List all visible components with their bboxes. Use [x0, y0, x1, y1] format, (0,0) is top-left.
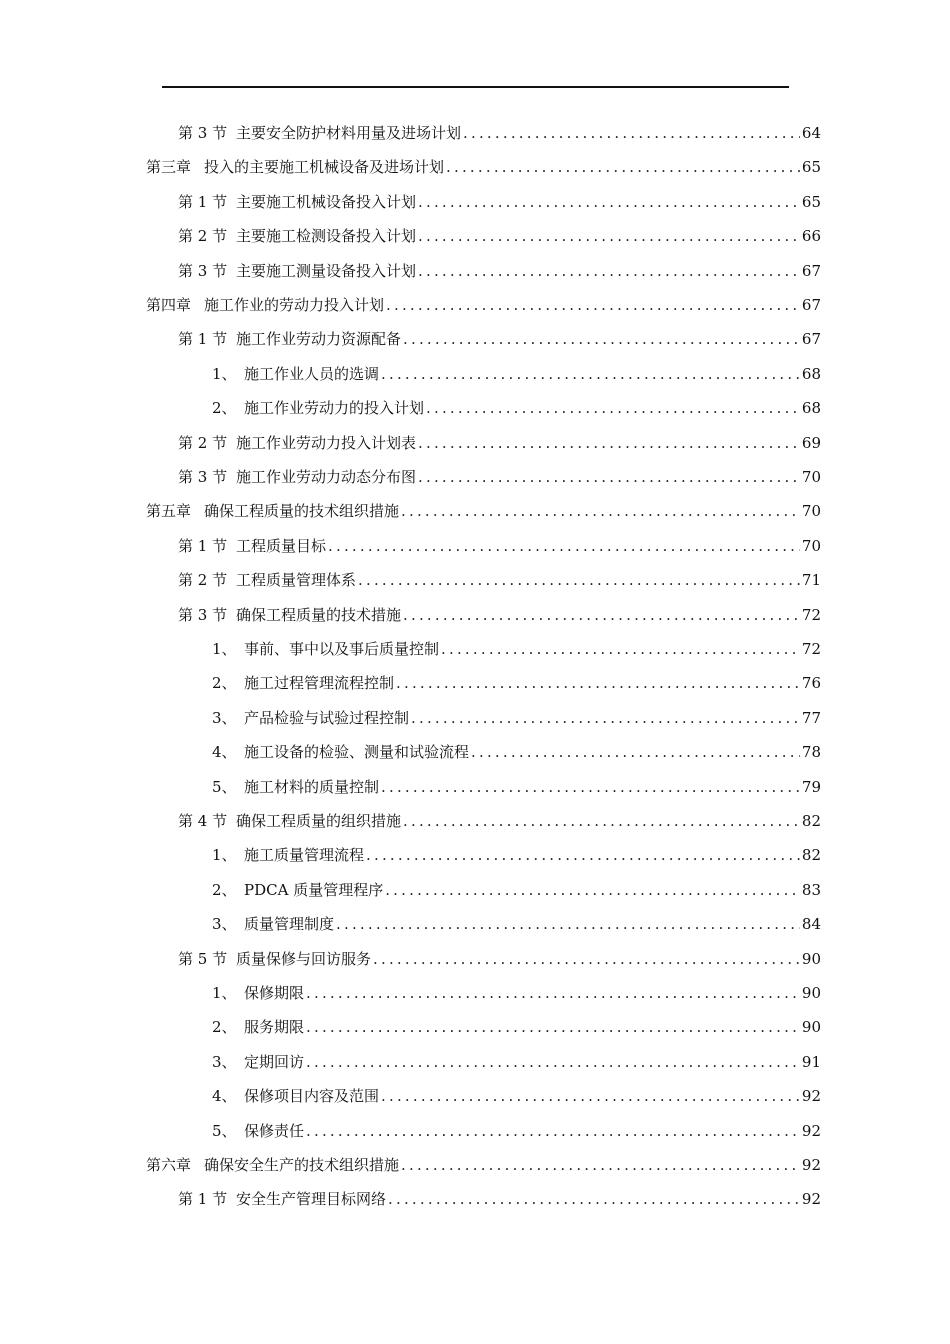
toc-entry-page: 92	[801, 1190, 821, 1209]
toc-entry[interactable]	[178, 804, 821, 838]
toc-entry-page: 67	[801, 261, 821, 280]
toc-entry-title: 保修期限	[244, 984, 305, 1002]
toc-entry[interactable]	[212, 873, 821, 907]
toc-entry-number: 5、	[212, 1121, 237, 1140]
toc-entry-number: 4、	[212, 1087, 237, 1106]
toc-entry-page: 65	[801, 158, 821, 177]
toc-dot-leader	[386, 1182, 800, 1216]
toc-entry-page: 65	[801, 192, 821, 211]
toc-entry[interactable]	[212, 666, 821, 700]
toc-entry-page: 70	[801, 536, 821, 555]
toc-dot-leader	[304, 1114, 800, 1148]
toc-entry-page: 66	[801, 227, 821, 246]
toc-entry-number: 3、	[212, 1052, 237, 1071]
toc-entry-title: 质量保修与回访服务	[236, 949, 372, 968]
toc-entry-title: 工程质量管理体系	[236, 571, 357, 590]
toc-entry-title: 主要施工检测设备投入计划	[236, 227, 417, 246]
toc-entry[interactable]	[212, 391, 821, 425]
toc-dot-leader	[334, 907, 800, 941]
toc-entry-number: 第 1 节	[178, 192, 228, 211]
toc-dot-leader	[394, 666, 800, 700]
toc-entry-title: 施工作业劳动力投入计划表	[236, 433, 417, 452]
toc-entry[interactable]	[212, 357, 821, 391]
toc-entry[interactable]	[146, 1148, 821, 1182]
toc-entry-number: 第 3 节	[178, 605, 228, 624]
toc-entry[interactable]	[212, 770, 821, 804]
toc-entry[interactable]	[146, 150, 821, 184]
toc-entry-number: 1、	[212, 984, 237, 1002]
toc-entry-title: 质量管理制度	[244, 915, 335, 934]
toc-entry-number: 第 5 节	[178, 949, 228, 968]
toc-entry-title: 施工作业劳动力资源配备	[236, 330, 402, 349]
toc-entry-page: 90	[801, 984, 821, 1002]
toc-entry-title: 服务期限	[244, 1018, 305, 1037]
toc-entry-number: 5、	[212, 777, 237, 796]
toc-entry-page: 92	[801, 1121, 821, 1140]
toc-entry[interactable]	[178, 426, 821, 460]
toc-entry-page: 71	[801, 571, 821, 590]
toc-dot-leader	[439, 632, 800, 666]
toc-entry-number: 第 1 节	[178, 536, 228, 555]
toc-entry[interactable]	[212, 976, 821, 1010]
toc-dot-leader	[399, 494, 800, 528]
toc-entry-page: 77	[801, 708, 821, 727]
toc-entry[interactable]	[178, 598, 821, 632]
toc-entry-title: 施工设备的检验、测量和试验流程	[244, 743, 470, 762]
toc-dot-leader	[399, 1148, 800, 1182]
toc-entry-title: 施工作业劳动力动态分布图	[236, 468, 417, 486]
toc-entry-number: 3、	[212, 915, 237, 934]
toc-dot-leader	[424, 391, 800, 425]
toc-entry[interactable]	[212, 1010, 821, 1044]
toc-entry-title: 施工过程管理流程控制	[244, 674, 395, 693]
toc-entry[interactable]	[178, 254, 821, 288]
toc-dot-leader	[364, 838, 800, 872]
toc-entry[interactable]	[212, 735, 821, 769]
toc-dot-leader	[469, 735, 800, 769]
toc-dot-leader	[383, 873, 800, 907]
toc-entry-title: 施工作业的劳动力投入计划	[204, 296, 385, 314]
toc-entry-page: 67	[801, 296, 821, 314]
toc-dot-leader	[416, 460, 800, 494]
toc-entry-title: 投入的主要施工机械设备及进场计划	[204, 158, 445, 177]
toc-entry-page: 83	[801, 880, 821, 899]
toc-dot-leader	[461, 116, 800, 150]
toc-entry-page: 92	[801, 1087, 821, 1106]
toc-dot-leader	[326, 529, 800, 563]
toc-entry[interactable]	[212, 838, 821, 872]
toc-entry[interactable]	[178, 185, 821, 219]
toc-entry-number: 2、	[212, 1018, 237, 1037]
toc-entry-page: 68	[801, 364, 821, 383]
toc-entry-number: 2、	[212, 674, 237, 693]
toc-dot-leader	[401, 598, 800, 632]
toc-entry-number: 第三章	[146, 158, 192, 177]
toc-entry-title: 施工材料的质量控制	[244, 777, 380, 796]
toc-entry-number: 2、	[212, 880, 237, 899]
toc-entry-title: 施工作业劳动力的投入计划	[244, 399, 425, 418]
toc-dot-leader	[304, 1045, 800, 1079]
toc-entry[interactable]	[178, 116, 821, 150]
toc-entry-number: 1、	[212, 846, 237, 865]
toc-entry[interactable]	[178, 1182, 821, 1216]
toc-entry-page: 72	[801, 640, 821, 658]
toc-entry-number: 3、	[212, 708, 237, 727]
toc-entry[interactable]	[212, 1045, 821, 1079]
toc-entry-page: 90	[801, 949, 821, 968]
toc-dot-leader	[416, 254, 800, 288]
toc-dot-leader	[416, 185, 800, 219]
toc-entry-page: 84	[801, 915, 821, 934]
toc-dot-leader	[409, 701, 800, 735]
toc-dot-leader	[379, 357, 800, 391]
toc-entry-title: 工程质量目标	[236, 536, 327, 555]
toc-entry-number: 第 4 节	[178, 812, 228, 830]
toc-entry-number: 1、	[212, 640, 237, 658]
toc-entry[interactable]	[212, 632, 821, 666]
toc-entry-title: 确保工程质量的技术组织措施	[204, 502, 400, 521]
toc-entry-page: 79	[801, 777, 821, 796]
toc-dot-leader	[304, 976, 800, 1010]
toc-dot-leader	[401, 804, 800, 838]
toc-entry-number: 第 1 节	[178, 1190, 228, 1209]
toc-entry-title: 施工作业人员的选调	[244, 364, 380, 383]
toc-entry-page: 91	[801, 1052, 821, 1071]
toc-entry-title: 确保工程质量的技术措施	[236, 605, 402, 624]
toc-dot-leader	[371, 942, 800, 976]
toc-entry-page: 90	[801, 1018, 821, 1037]
toc-entry-page: 70	[801, 502, 821, 521]
toc-entry[interactable]	[212, 1079, 821, 1113]
toc-entry-title: 安全生产管理目标网络	[236, 1190, 387, 1209]
toc-entry-number: 第 3 节	[178, 261, 228, 280]
toc-entry-page: 68	[801, 399, 821, 418]
toc-entry-page: 70	[801, 468, 821, 486]
toc-entry-number: 第 2 节	[178, 571, 228, 590]
toc-entry[interactable]	[146, 288, 821, 322]
toc-entry-number: 第 2 节	[178, 433, 228, 452]
toc-entry-title: 定期回访	[244, 1052, 305, 1071]
toc-entry[interactable]	[178, 563, 821, 597]
toc-dot-leader	[401, 322, 800, 356]
toc-dot-leader	[379, 1079, 800, 1113]
toc-entry-number: 第四章	[146, 296, 192, 314]
toc-entry[interactable]	[178, 322, 821, 356]
header-rule	[162, 86, 789, 88]
toc-entry-title: 确保安全生产的技术组织措施	[204, 1156, 400, 1174]
toc-entry[interactable]	[212, 1114, 821, 1148]
toc-entry-number: 第六章	[146, 1156, 192, 1174]
toc-dot-leader	[379, 770, 800, 804]
toc-entry-title: 主要施工机械设备投入计划	[236, 192, 417, 211]
toc-entry-page: 92	[801, 1156, 821, 1174]
toc-entry-page: 82	[801, 846, 821, 865]
toc-dot-leader	[304, 1010, 800, 1044]
toc-entry-number: 1、	[212, 364, 237, 383]
toc-entry-title: 保修责任	[244, 1121, 305, 1140]
toc-entry-title: PDCA 质量管理程序	[244, 880, 384, 899]
toc-dot-leader	[356, 563, 800, 597]
toc-entry[interactable]	[178, 460, 821, 494]
toc-dot-leader	[444, 150, 800, 184]
toc-entry[interactable]	[146, 494, 821, 528]
toc-entry-title: 施工质量管理流程	[244, 846, 365, 865]
toc-entry[interactable]	[178, 942, 821, 976]
toc-dot-leader	[384, 288, 800, 322]
toc-entry-title: 确保工程质量的组织措施	[236, 812, 402, 830]
toc-entry-page: 69	[801, 433, 821, 452]
toc-entry-page: 67	[801, 330, 821, 349]
toc-dot-leader	[416, 219, 800, 253]
toc-entry-page: 72	[801, 605, 821, 624]
toc-entry-number: 2、	[212, 399, 237, 418]
toc-entry-number: 第 1 节	[178, 330, 228, 349]
toc-entry[interactable]	[178, 529, 821, 563]
toc-entry-page: 64	[801, 124, 821, 142]
toc-entry[interactable]	[178, 219, 821, 253]
toc-entry-page: 78	[801, 743, 821, 762]
toc-entry[interactable]	[212, 907, 821, 941]
toc-dot-leader	[416, 426, 800, 460]
toc-entry-title: 保修项目内容及范围	[244, 1087, 380, 1106]
toc-entry-title: 主要施工测量设备投入计划	[236, 261, 417, 280]
toc-entry-number: 第五章	[146, 502, 192, 521]
toc-entry-title: 事前、事中以及事后质量控制	[244, 640, 440, 658]
toc-entry-number: 第 3 节	[178, 124, 228, 142]
toc-entry-number: 第 3 节	[178, 468, 228, 486]
toc-entry-title: 主要安全防护材料用量及进场计划	[236, 124, 462, 142]
toc-entry-page: 82	[801, 812, 821, 830]
toc-entry-number: 4、	[212, 743, 237, 762]
toc-entry-number: 第 2 节	[178, 227, 228, 246]
toc-entry[interactable]	[212, 701, 821, 735]
toc-entry-title: 产品检验与试验过程控制	[244, 708, 410, 727]
toc-entry-page: 76	[801, 674, 821, 693]
